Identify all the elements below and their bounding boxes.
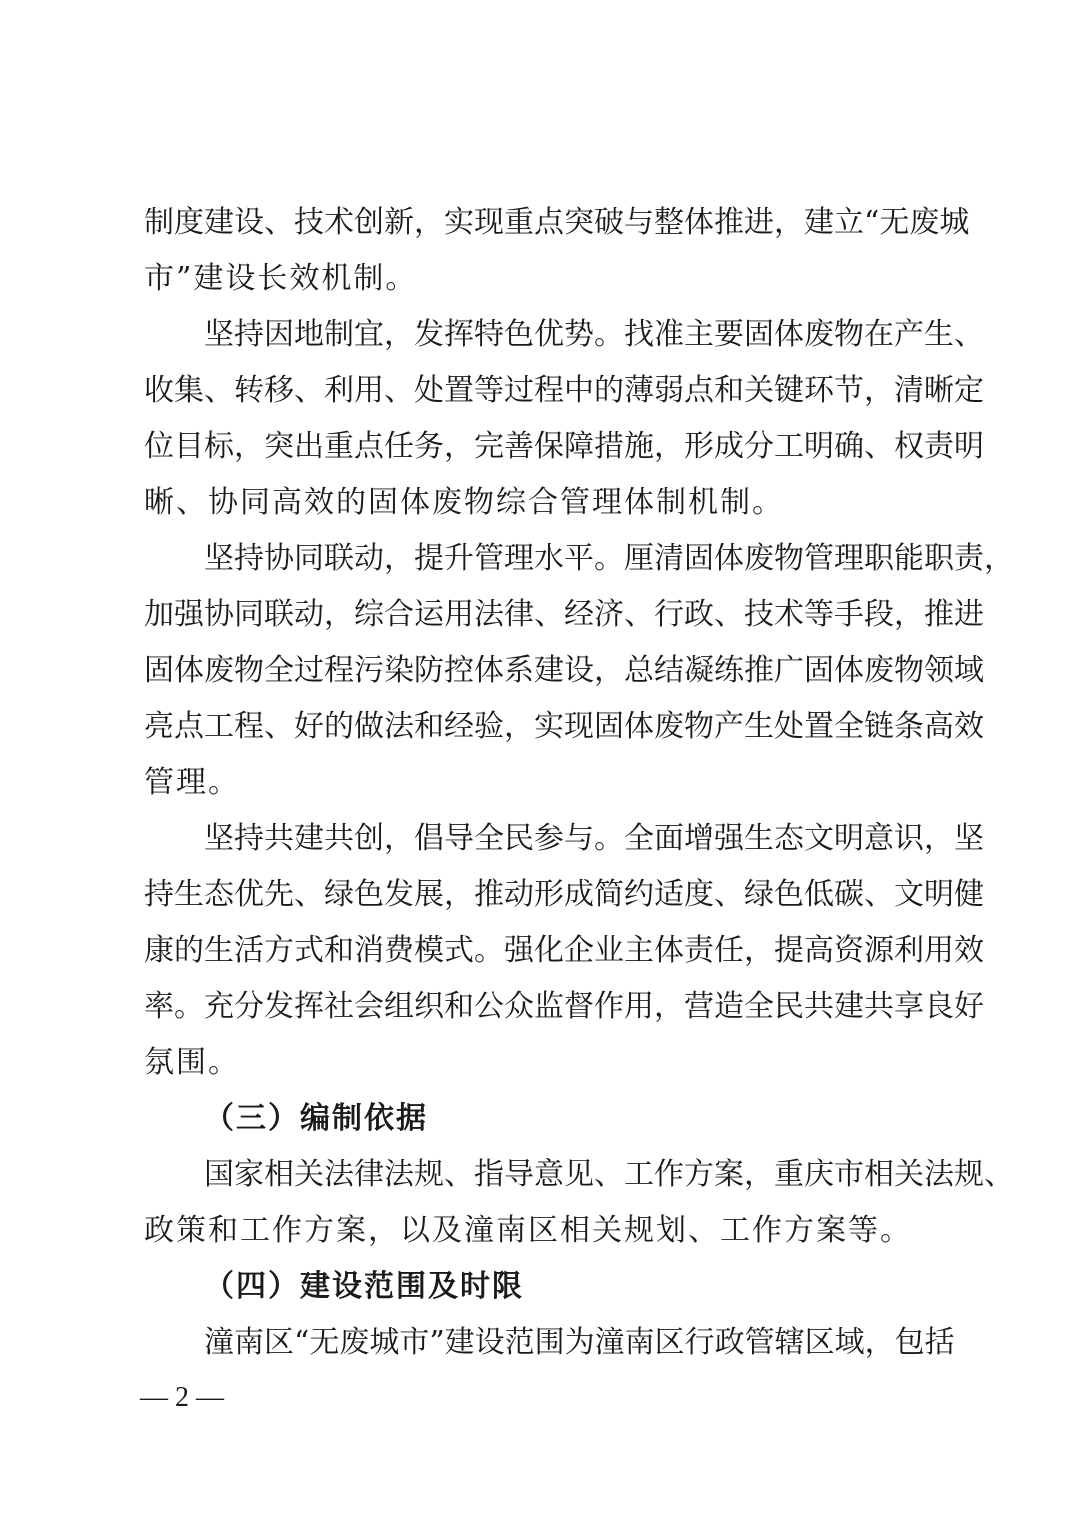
paragraph-first-line: 坚持因地制宜，发挥特色优势。找准主要固体废物在产生、: [204, 317, 984, 352]
paragraph-first-line: 坚持协同联动，提升管理水平。厘清固体废物管理职能职责，: [204, 541, 1014, 576]
body-line: 位目标，突出重点任务，完善保障措施，形成分工明确、权责明: [144, 429, 984, 464]
body-line: 制度建设、技术创新，实现重点突破与整体推进，建立“无废城: [144, 205, 970, 240]
section-heading: （三）编制依据: [204, 1101, 428, 1136]
body-line: 政策和工作方案，以及潼南区相关规划、工作方案等。: [144, 1213, 912, 1248]
body-line: 康的生活方式和消费模式。强化企业主体责任，提高资源利用效: [144, 933, 984, 968]
section-heading: （四）建设范围及时限: [204, 1269, 524, 1304]
page-number: — 2 —: [140, 1382, 224, 1413]
body-line: 晰、协同高效的固体废物综合管理体制机制。: [144, 485, 784, 520]
paragraph-first-line: 国家相关法律法规、指导意见、工作方案，重庆市相关法规、: [204, 1157, 1014, 1192]
body-line: 管理。: [144, 765, 240, 800]
body-line: 市”建设长效机制。: [144, 261, 418, 296]
body-line: 氛围。: [144, 1045, 240, 1080]
paragraph-first-line: 坚持共建共创，倡导全民参与。全面增强生态文明意识，坚: [204, 821, 984, 856]
body-line: 加强协同联动，综合运用法律、经济、行政、技术等手段，推进: [144, 597, 984, 632]
body-line: 持生态优先、绿色发展，推动形成简约适度、绿色低碳、文明健: [144, 877, 984, 912]
body-line: 收集、转移、利用、处置等过程中的薄弱点和关键环节，清晰定: [144, 373, 984, 408]
paragraph-first-line: 潼南区“无废城市”建设范围为潼南区行政管辖区域，包括: [204, 1325, 955, 1360]
body-line: 亮点工程、好的做法和经验，实现固体废物产生处置全链条高效: [144, 709, 984, 744]
body-line: 率。充分发挥社会组织和公众监督作用，营造全民共建共享良好: [144, 989, 984, 1024]
body-line: 固体废物全过程污染防控体系建设，总结凝练推广固体废物领域: [144, 653, 984, 688]
